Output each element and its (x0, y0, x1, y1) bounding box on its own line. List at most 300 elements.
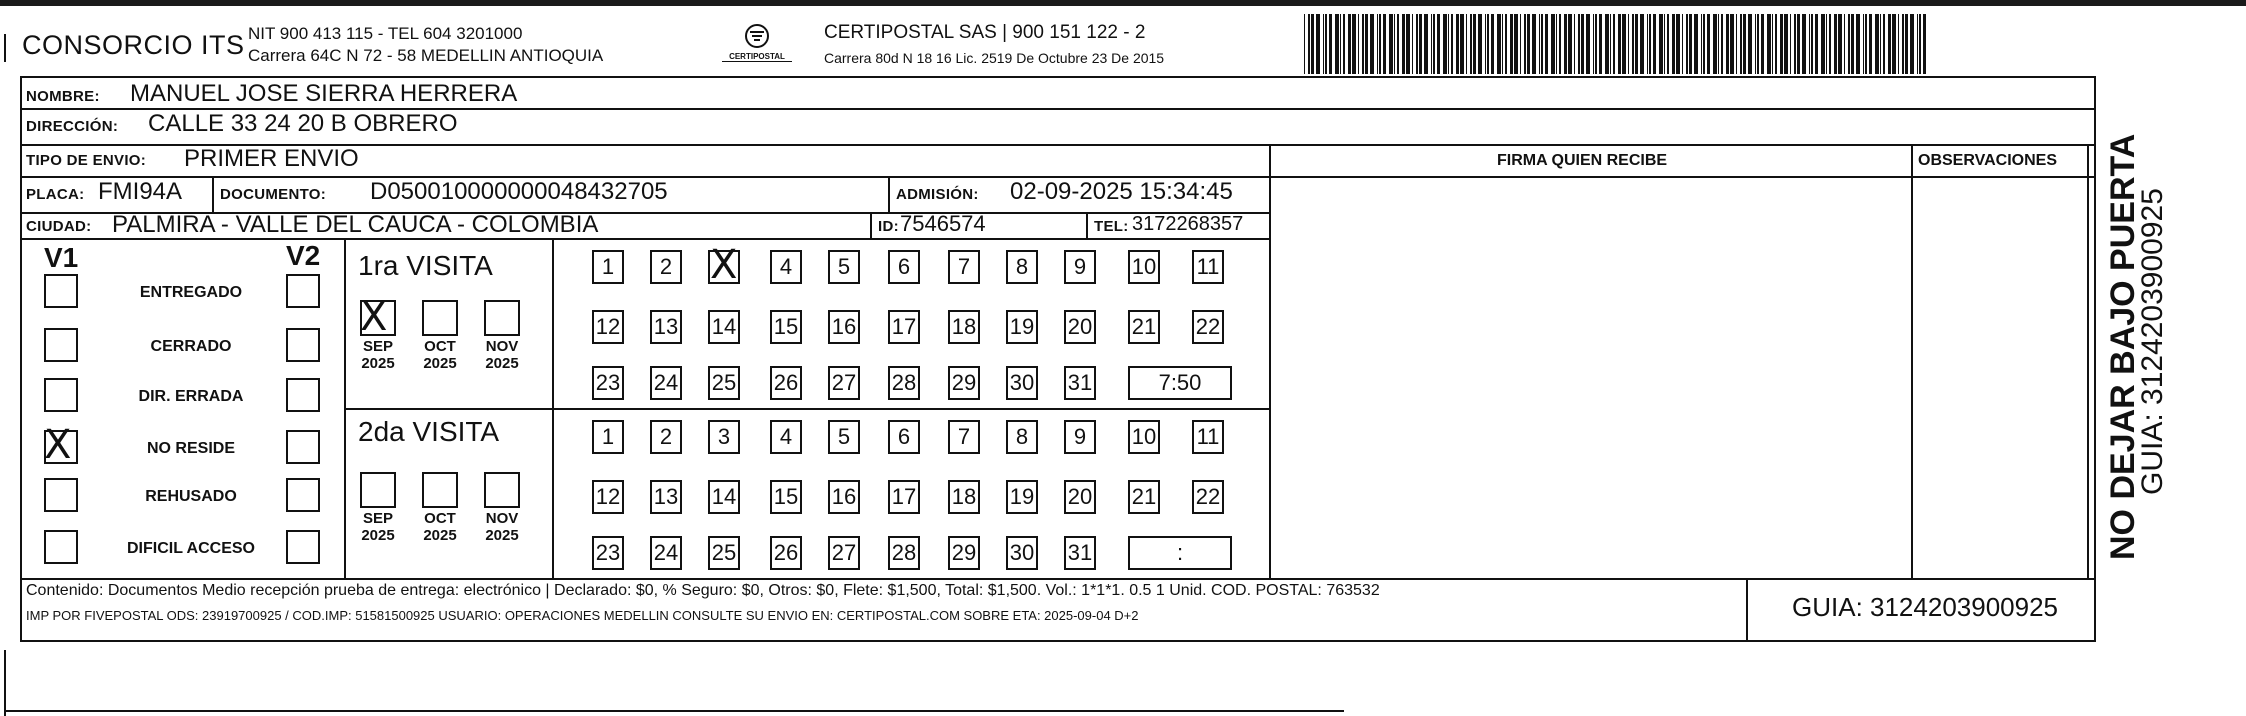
v1-label: V1 (44, 242, 79, 273)
barcode-bar (1809, 14, 1810, 74)
barcode-bar (1730, 14, 1734, 74)
visit1-day-box[interactable]: 19 (1006, 310, 1038, 344)
barcode-bar (1748, 14, 1752, 74)
barcode-bar (1532, 14, 1536, 74)
rule (870, 212, 872, 238)
visit1-day-box[interactable]: 6 (888, 250, 920, 284)
barcode-bar (1880, 14, 1881, 74)
barcode-bar (1902, 14, 1904, 74)
barcode-bar (1520, 14, 1521, 74)
barcode-bar (1784, 14, 1788, 74)
barcode-bar (1419, 14, 1422, 74)
barcode-bar (1802, 14, 1806, 74)
sender-nit: NIT 900 413 115 - TEL 604 3201000 (248, 24, 523, 43)
barcode-bar (1394, 14, 1395, 74)
document-label: DOCUMENTO: (220, 186, 327, 203)
visit1-day-box[interactable]: 16 (828, 310, 860, 344)
visit1-day-box[interactable]: 17 (888, 310, 920, 344)
barcode-bar (1524, 14, 1526, 74)
carrier-address: Carrera 80d N 18 16 Lic. 2519 De Octubre 23 De 2015 (824, 50, 1165, 66)
barcode-bar (1826, 14, 1827, 74)
visit1-day-box[interactable]: 27 (828, 366, 860, 400)
barcode-bar (1487, 14, 1489, 74)
month-name: NOV (485, 510, 519, 527)
barcode-bar (1352, 14, 1356, 74)
barcode-bar (1888, 14, 1891, 74)
barcode-bar (1424, 14, 1428, 74)
visit2-day-box[interactable]: 14 (708, 480, 740, 514)
barcode-bar (1348, 14, 1351, 74)
barcode-bar (1761, 14, 1764, 74)
barcode-bar (1628, 14, 1629, 74)
barcode-bar (1618, 14, 1621, 74)
barcode-bar (1676, 14, 1680, 74)
barcode-bar (1726, 14, 1729, 74)
visit1-day-box[interactable]: 4 (770, 250, 802, 284)
v1-checkbox[interactable] (44, 378, 78, 412)
barcode-bar (1757, 14, 1759, 74)
visit2-month-label (415, 510, 465, 544)
barcode-bar (1640, 14, 1644, 74)
barcode-bar (1335, 14, 1339, 74)
rule (1086, 212, 1088, 238)
barcode-bar (1667, 14, 1669, 74)
barcode-bar (1578, 14, 1580, 74)
rule (2087, 144, 2089, 578)
top-border (0, 0, 2246, 6)
rule (212, 176, 214, 212)
v2-checkbox[interactable] (286, 274, 320, 308)
barcode-bar (1478, 14, 1482, 74)
visit2-month-box[interactable] (360, 472, 396, 508)
visit1-month-label (415, 338, 465, 372)
visit2-day-box[interactable]: 27 (828, 536, 860, 570)
visit2-day-box[interactable]: 22 (1192, 480, 1224, 514)
barcode-bar (1595, 14, 1597, 74)
barcode-bar (1497, 14, 1501, 74)
barcode-bar (1370, 14, 1374, 74)
left-edge-mark (4, 34, 6, 62)
barcode-bar (1686, 14, 1688, 74)
visit1-day-box[interactable]: 8 (1006, 250, 1038, 284)
v2-checkbox[interactable] (286, 430, 320, 464)
delivery-form (20, 76, 2096, 642)
visit1-day-box[interactable]: 9 (1064, 250, 1096, 284)
barcode-bar (1653, 14, 1656, 74)
visit1-day-box[interactable]: 21 (1128, 310, 1160, 344)
visit1-day-box[interactable]: 20 (1064, 310, 1096, 344)
status-label: ENTREGADO (139, 284, 243, 301)
page-bottom-rule (4, 650, 6, 716)
side-guide: GUIA: 3124203900925 (2136, 188, 2169, 495)
barcode-bar (1919, 14, 1921, 74)
barcode-bar (1635, 14, 1638, 74)
visit2-day-box[interactable]: 16 (828, 480, 860, 514)
barcode-bar (1586, 14, 1590, 74)
barcode-bar (1316, 14, 1320, 74)
barcode-bar (1416, 14, 1418, 74)
month-year: 2025 (423, 355, 457, 372)
month-year: 2025 (361, 355, 395, 372)
rule (344, 238, 346, 578)
barcode-bar (1898, 14, 1899, 74)
barcode-bar (1466, 14, 1467, 74)
barcode-bar (1923, 14, 1926, 74)
visit2-day-box[interactable]: 17 (888, 480, 920, 514)
visit2-day-box[interactable]: 8 (1006, 420, 1038, 454)
status-label: CERRADO (150, 338, 232, 355)
check-mark: X (44, 422, 72, 468)
barcode-bar (1910, 14, 1914, 74)
barcode-bar (1460, 14, 1464, 74)
month-name: SEP (362, 338, 393, 355)
month-name: OCT (424, 510, 456, 527)
visit2-day-box[interactable]: 15 (770, 480, 802, 514)
barcode-bar (1556, 14, 1557, 74)
barcode-bar (1848, 14, 1850, 74)
visit1-day-box[interactable]: 30 (1006, 366, 1038, 400)
barcode-bar (1883, 14, 1885, 74)
barcode-bar (1329, 14, 1332, 74)
barcode-bar (1362, 14, 1364, 74)
tel-label: TEL: (1094, 218, 1129, 235)
barcode-bar (1811, 14, 1813, 74)
barcode-bar (1406, 14, 1410, 74)
visit2-day-box[interactable]: 25 (708, 536, 740, 570)
v2-checkbox[interactable] (286, 328, 320, 362)
visit1-day-box[interactable]: 25 (708, 366, 740, 400)
barcode-bar (1829, 14, 1831, 74)
barcode-bar (1599, 14, 1602, 74)
city-label: CIUDAD: (26, 218, 92, 235)
barcode-bar (1905, 14, 1908, 74)
barcode-bar (1593, 14, 1594, 74)
carrier-name: CERTIPOSTAL SAS | 900 151 122 - 2 (824, 22, 1146, 43)
shipping-type-label: TIPO DE ENVIO: (26, 152, 147, 169)
rule (22, 578, 2094, 580)
barcode-bar (1448, 14, 1449, 74)
month-year: 2025 (361, 527, 395, 544)
id-value: 7546574 (900, 211, 986, 236)
barcode-bar (1402, 14, 1405, 74)
visit1-month-box[interactable] (360, 294, 396, 340)
rule (1269, 144, 1271, 578)
visit2-day-box[interactable]: 1 (592, 420, 624, 454)
barcode-bar (1869, 14, 1872, 74)
barcode-bar (1701, 14, 1702, 74)
certipostal-logo-caption: CERTIPOSTAL (722, 52, 792, 62)
barcode-bar (1815, 14, 1818, 74)
barcode-bar (1539, 14, 1540, 74)
barcode-bar (1323, 14, 1324, 74)
sender-address: Carrera 64C N 72 - 58 MEDELLIN ANTIOQUIA (248, 46, 604, 65)
visit1-day-box[interactable]: 31 (1064, 366, 1096, 400)
visit1-day-box[interactable]: 14 (708, 310, 740, 344)
barcode-bar (1311, 14, 1314, 74)
barcode-bar (1613, 14, 1615, 74)
barcode-bar (1485, 14, 1486, 74)
visit1-day-box[interactable]: 11 (1192, 250, 1224, 284)
barcode-bar (1649, 14, 1651, 74)
barcode-bar (1682, 14, 1683, 74)
visit2-day-box[interactable]: 24 (650, 536, 682, 570)
barcode-bar (1865, 14, 1867, 74)
visit1-time-box[interactable]: 7:50 (1128, 366, 1232, 400)
visit2-day-box[interactable]: 9 (1064, 420, 1096, 454)
v2-checkbox[interactable] (286, 478, 320, 512)
barcode-bar (1892, 14, 1896, 74)
barcode-bar (1772, 14, 1773, 74)
barcode-bar (1491, 14, 1494, 74)
barcode-bar (1713, 14, 1717, 74)
visit2-day-box[interactable]: 29 (948, 536, 980, 570)
barcode-bar (1610, 14, 1611, 74)
status-label: DIFICIL ACCESO (126, 540, 255, 557)
visit2-month-box[interactable] (422, 472, 458, 508)
barcode-bar (1844, 14, 1845, 74)
barcode-bar (1622, 14, 1626, 74)
barcode-bar (1821, 14, 1825, 74)
barcode-bar (1551, 14, 1555, 74)
barcode-bar (1775, 14, 1777, 74)
v1-checkbox[interactable] (44, 274, 78, 308)
visit2-day-box[interactable]: 18 (948, 480, 980, 514)
document: D050010000000048432705 (370, 178, 668, 205)
visit1-title: 1ra VISITA (358, 250, 493, 281)
admission-date: 02-09-2025 15:34:45 (1010, 178, 1233, 205)
visit2-day-box[interactable]: 13 (650, 480, 682, 514)
visit2-day-box[interactable]: 26 (770, 536, 802, 570)
plate: FMI94A (98, 178, 183, 205)
barcode-bar (1325, 14, 1327, 74)
visit1-month-label (477, 338, 527, 372)
barcode-bar (1379, 14, 1381, 74)
month-year: 2025 (423, 527, 457, 544)
barcode-bar (1383, 14, 1386, 74)
visit2-day-box[interactable]: 11 (1192, 420, 1224, 454)
visit2-day-box[interactable]: 6 (888, 420, 920, 454)
visit2-day-box[interactable]: 12 (592, 480, 624, 514)
v1-checkbox[interactable] (44, 478, 78, 512)
visit1-day-box[interactable]: 7 (948, 250, 980, 284)
barcode-bar (1304, 14, 1305, 74)
visit1-day-box[interactable]: 1 (592, 250, 624, 284)
visit2-day-box[interactable]: 21 (1128, 480, 1160, 514)
barcode-bar (1863, 14, 1864, 74)
signature-header: FIRMA QUIEN RECIBE (1497, 152, 1668, 169)
barcode-bar (1851, 14, 1854, 74)
v2-checkbox[interactable] (286, 378, 320, 412)
barcode-bar (1431, 14, 1432, 74)
barcode-bar (1397, 14, 1399, 74)
barcode-bar (1875, 14, 1879, 74)
shipping-type: PRIMER ENVIO (184, 145, 359, 172)
name-label: NOMBRE: (26, 88, 100, 105)
barcode-bar (1377, 14, 1378, 74)
check-mark: X (360, 294, 388, 340)
barcode-bar (1545, 14, 1548, 74)
rule (344, 408, 1269, 410)
visit2-day-box[interactable]: 28 (888, 536, 920, 570)
v1-checkbox[interactable] (44, 422, 78, 468)
visit2-day-box[interactable]: 20 (1064, 480, 1096, 514)
barcode-bar (1505, 14, 1507, 74)
visit1-month-box[interactable] (484, 300, 520, 336)
barcode-bar (1664, 14, 1665, 74)
tel-value: 3172268357 (1132, 213, 1244, 235)
visit1-day-box[interactable]: 10 (1128, 250, 1160, 284)
visit1-day-box[interactable]: 28 (888, 366, 920, 400)
footer-print-info: IMP POR FIVEPOSTAL ODS: 23919700925 / COD.IMP: 51581500925 USUARIO: OPERACIONES MEDELLIN CONSULTE SU ENVIO EN: CERTIPOSTAL.COM SOBRE ETA: 2025-09-04 D+2 (26, 608, 1139, 623)
visit2-time-box[interactable]: : (1128, 536, 1232, 570)
barcode-bar (1703, 14, 1705, 74)
visit1-day-box[interactable]: 2 (650, 250, 682, 284)
barcode-bar (1541, 14, 1543, 74)
barcode-bar (1473, 14, 1476, 74)
id-label: ID: (878, 218, 899, 235)
barcode (1304, 14, 1934, 74)
barcode-bar (1564, 14, 1567, 74)
visit1-day-box[interactable]: 18 (948, 310, 980, 344)
status-label: REHUSADO (145, 488, 237, 505)
barcode-bar (1559, 14, 1561, 74)
visit2-day-box[interactable]: 19 (1006, 480, 1038, 514)
barcode-bar (1797, 14, 1800, 74)
barcode-bar (1574, 14, 1575, 74)
barcode-bar (1527, 14, 1530, 74)
status-label: NO RESIDE (146, 440, 235, 457)
footer-content: Contenido: Documentos Medio recepción prueba de entrega: electrónico | Declarado: $0, % Seguro: $0, Otros: $0, Flete: $1,500, Total: $1,500. Vol.: 1*1*1. 0.5 1 Unid. COD. POSTAL: 763532 (26, 582, 1380, 599)
v1-checkbox[interactable] (44, 328, 78, 362)
visit1-day-box[interactable]: 24 (650, 366, 682, 400)
visit1-day-box[interactable]: 29 (948, 366, 980, 400)
side-warning: NO DEJAR BAJO PUERTA (2104, 133, 2142, 560)
page-bottom-rule (4, 710, 1344, 712)
visit1-day-box[interactable]: 26 (770, 366, 802, 400)
visit2-day-box[interactable]: 23 (592, 536, 624, 570)
barcode-bar (1358, 14, 1359, 74)
visit2-day-box[interactable]: 10 (1128, 420, 1160, 454)
barcode-bar (1689, 14, 1692, 74)
rule (1746, 578, 1748, 640)
barcode-bar (1605, 14, 1609, 74)
visit2-day-box[interactable]: 4 (770, 420, 802, 454)
rule (552, 238, 554, 578)
visit1-day-box[interactable]: 22 (1192, 310, 1224, 344)
barcode-bar (1632, 14, 1634, 74)
barcode-bar (1343, 14, 1345, 74)
city: PALMIRA - VALLE DEL CAUCA - COLOMBIA (112, 211, 599, 238)
barcode-bar (1470, 14, 1472, 74)
barcode-bar (1308, 14, 1310, 74)
observations-header: OBSERVACIONES (1918, 152, 2057, 169)
month-name: SEP (362, 510, 393, 527)
month-name: NOV (485, 338, 519, 355)
barcode-bar (1917, 14, 1918, 74)
admission-label: ADMISIÓN: (896, 186, 979, 203)
barcode-bar (1780, 14, 1783, 74)
barcode-bar (1755, 14, 1756, 74)
barcode-bar (1647, 14, 1648, 74)
visit1-day-box[interactable]: 12 (592, 310, 624, 344)
visit1-day-box[interactable]: 15 (770, 310, 802, 344)
visit2-month-box[interactable] (484, 472, 520, 508)
barcode-bar (1672, 14, 1675, 74)
address-label: DIRECCIÓN: (26, 118, 119, 135)
barcode-bar (1389, 14, 1393, 74)
visit2-month-label (477, 510, 527, 544)
visit1-day-box[interactable] (708, 242, 740, 288)
barcode-bar (1412, 14, 1413, 74)
status-label: DIR. ERRADA (138, 388, 244, 405)
visit1-month-label (353, 338, 403, 372)
month-year: 2025 (485, 355, 519, 372)
barcode-bar (1743, 14, 1746, 74)
visit1-day-box[interactable]: 5 (828, 250, 860, 284)
recipient-address: CALLE 33 24 20 B OBRERO (148, 110, 458, 137)
barcode-bar (1456, 14, 1459, 74)
visit1-month-box[interactable] (422, 300, 458, 336)
barcode-bar (1718, 14, 1719, 74)
v2-label: V2 (286, 240, 321, 271)
barcode-bar (1451, 14, 1453, 74)
barcode-bar (1767, 14, 1771, 74)
rule (1911, 144, 1913, 578)
barcode-bar (1433, 14, 1435, 74)
barcode-bar (1581, 14, 1584, 74)
barcode-bar (1510, 14, 1513, 74)
plate-label: PLACA: (26, 186, 85, 203)
sender-name: CONSORCIO ITS (22, 30, 245, 60)
v2-checkbox[interactable] (286, 530, 320, 564)
v1-checkbox[interactable] (44, 530, 78, 564)
visit2-day-box[interactable]: 7 (948, 420, 980, 454)
barcode-bar (1740, 14, 1742, 74)
visit2-day-box[interactable]: 30 (1006, 536, 1038, 570)
visit2-title: 2da VISITA (358, 416, 500, 447)
barcode-bar (1340, 14, 1341, 74)
visit2-day-box[interactable]: 5 (828, 420, 860, 454)
month-year: 2025 (485, 527, 519, 544)
barcode-bar (1568, 14, 1572, 74)
visit2-day-box[interactable]: 31 (1064, 536, 1096, 570)
visit2-day-box[interactable]: 3 (708, 420, 740, 454)
barcode-bar (1736, 14, 1737, 74)
check-mark: X (710, 242, 738, 288)
barcode-bar (1721, 14, 1723, 74)
barcode-bar (1502, 14, 1503, 74)
barcode-bar (1514, 14, 1518, 74)
visit1-day-box[interactable]: 13 (650, 310, 682, 344)
barcode-bar (1694, 14, 1698, 74)
barcode-bar (1437, 14, 1440, 74)
visit2-month-label (353, 510, 403, 544)
visit1-day-box[interactable]: 23 (592, 366, 624, 400)
barcode-bar (1834, 14, 1837, 74)
barcode-bar (1707, 14, 1710, 74)
recipient-name: MANUEL JOSE SIERRA HERRERA (130, 80, 518, 107)
barcode-bar (1856, 14, 1860, 74)
barcode-bar (1838, 14, 1842, 74)
barcode-bar (1365, 14, 1368, 74)
barcode-bar (1443, 14, 1447, 74)
footer-guide: GUIA: 3124203900925 (1792, 592, 2058, 622)
barcode-bar (1659, 14, 1663, 74)
rule (888, 176, 890, 212)
month-name: OCT (424, 338, 456, 355)
visit2-day-box[interactable]: 2 (650, 420, 682, 454)
barcode-bar (1794, 14, 1796, 74)
